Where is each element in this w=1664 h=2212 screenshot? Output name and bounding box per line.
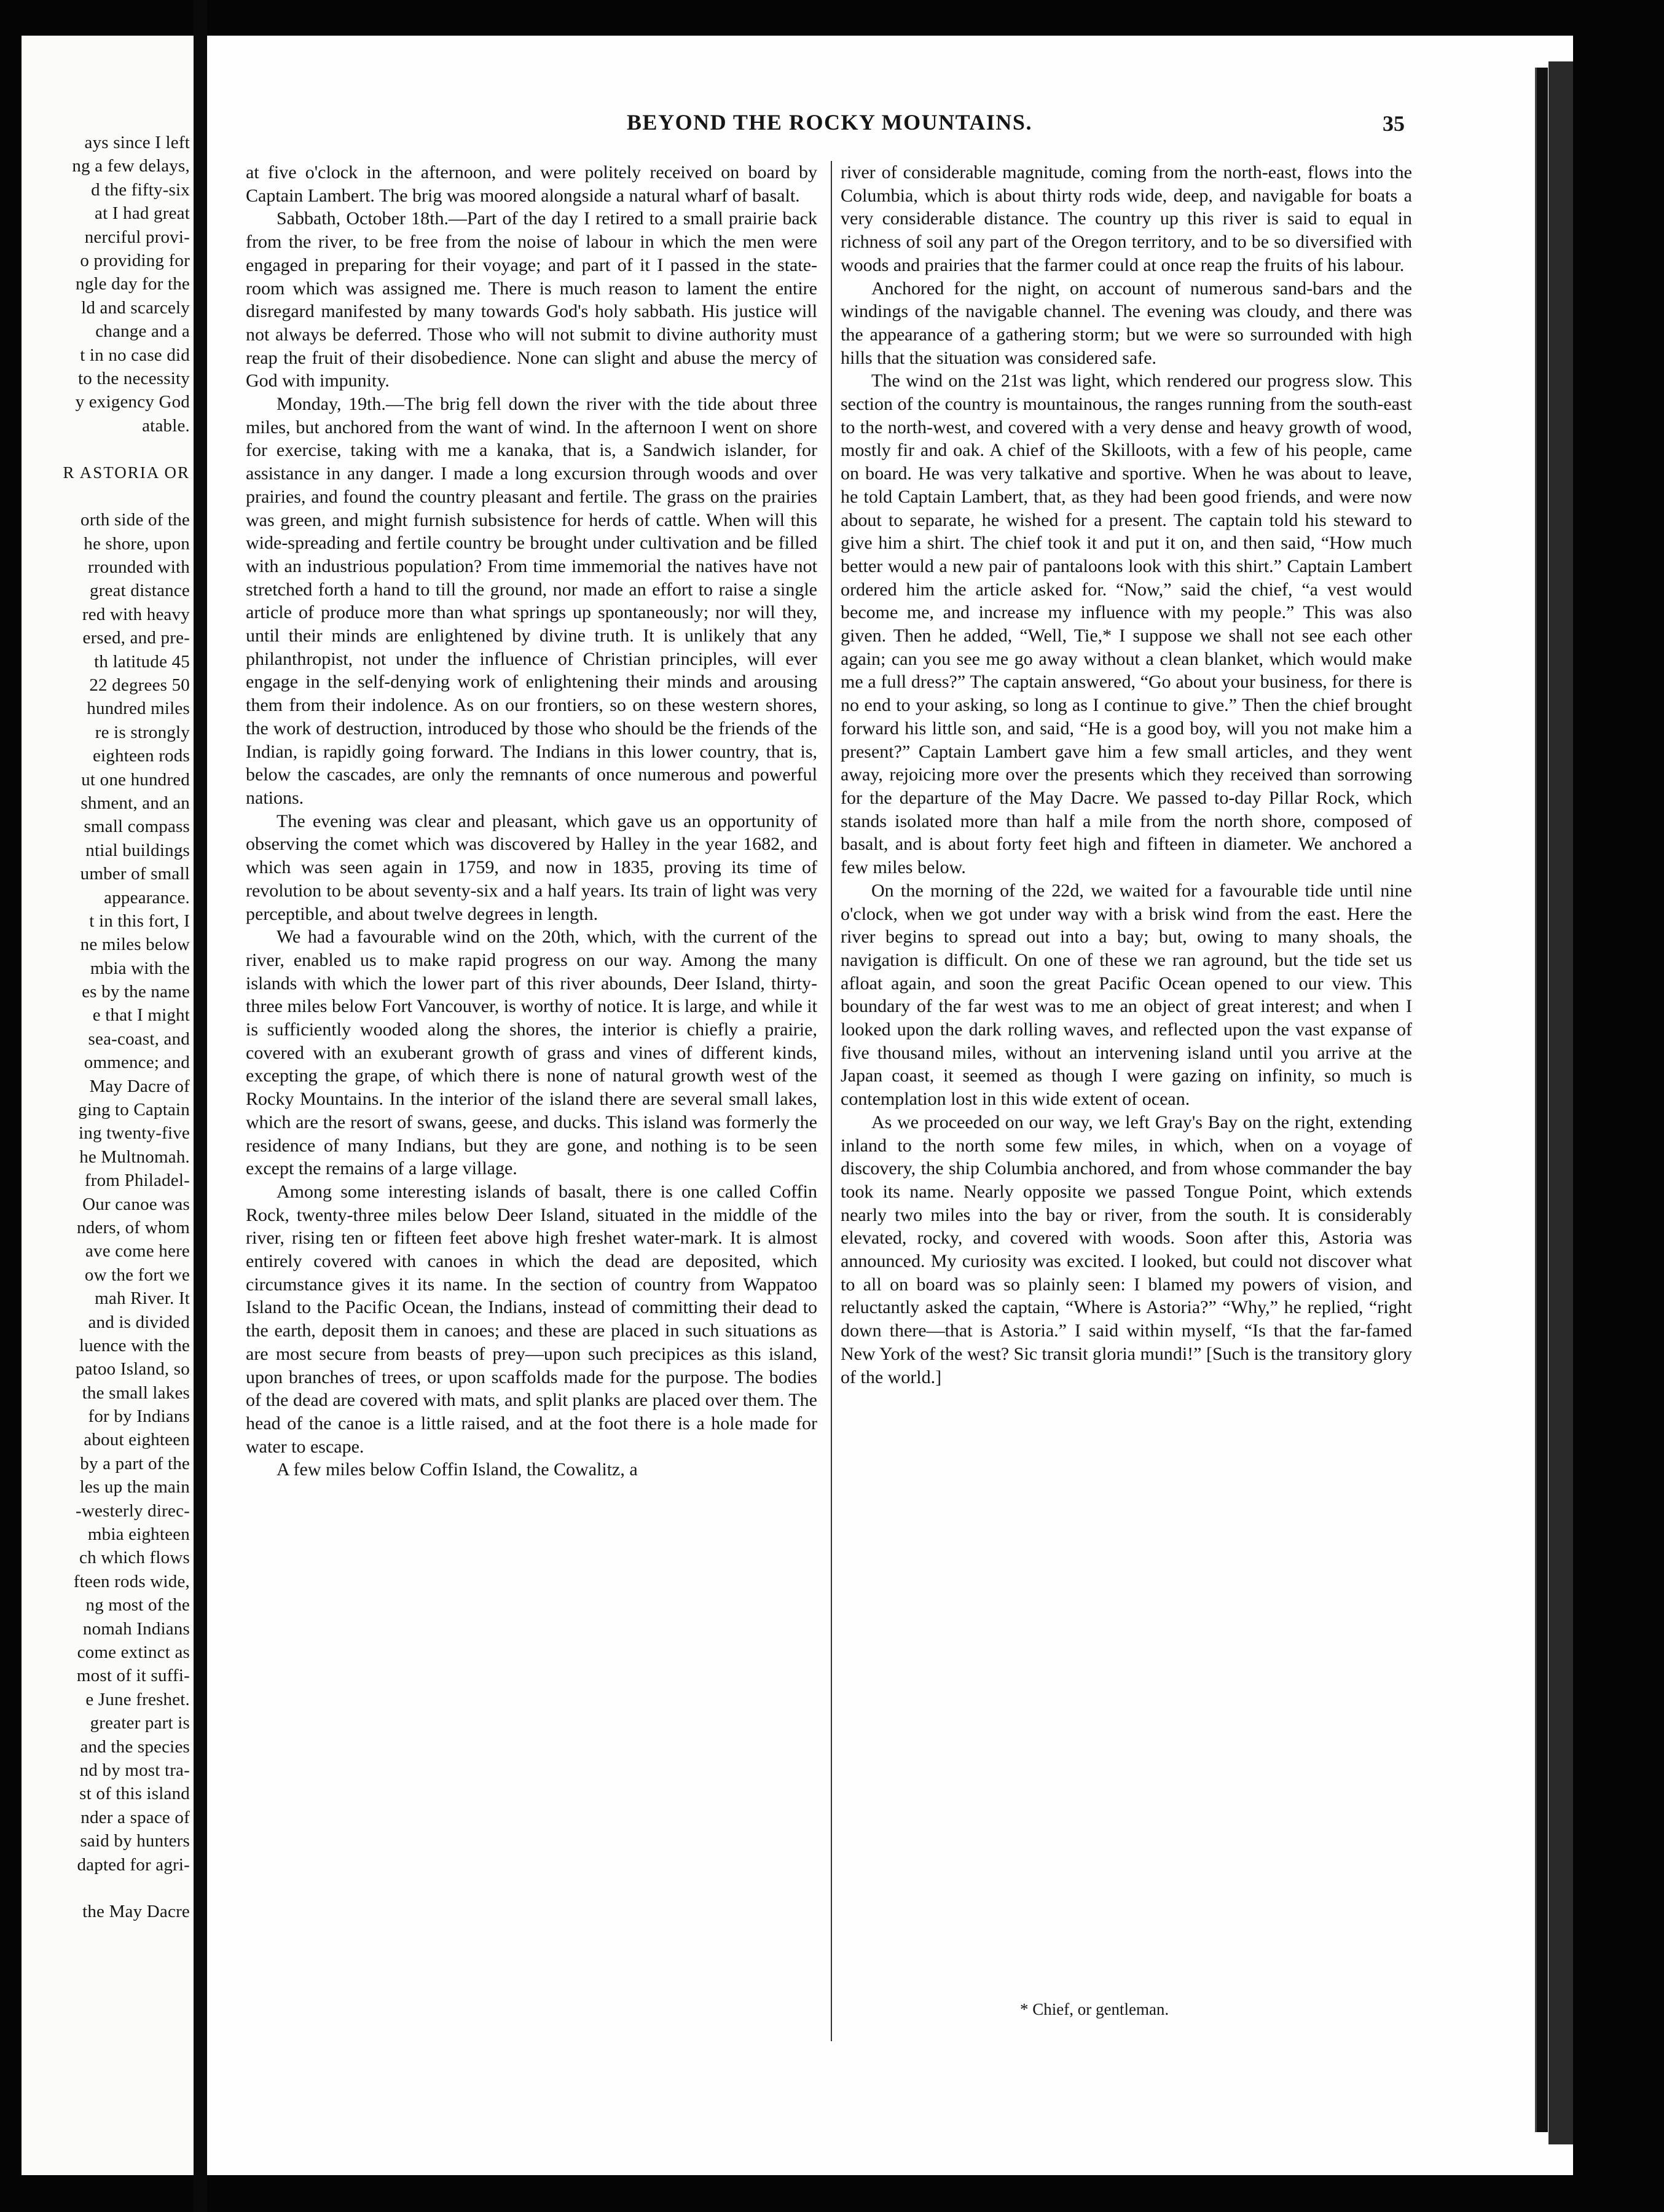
left-page-line: re is strongly [95, 722, 190, 742]
left-page-line: to the necessity [78, 368, 190, 388]
left-page-line: by a part of the [80, 1453, 190, 1473]
left-page-line: ow the fort we [84, 1265, 190, 1285]
left-page-line: said by hunters [80, 1831, 190, 1851]
left-page-line: most of it suffi- [76, 1666, 190, 1686]
left-page-line: hundred miles [87, 699, 190, 719]
left-page-line: and the species [80, 1736, 190, 1757]
left-page-line: es by the name [82, 982, 190, 1002]
paragraph: Sabbath, October 18th.—Part of the day I retired to a small prairie back from the river, to be free from the noise of labour in which the men were engaged in preparing for their voyage; and part of it I passed in the state-room which was assigned me. There is much reason to lament the entire disregard manifested by many towards God's holy sabbath. His justice will not always be deferred. Those who will not submit to divine authority must reap the fruit of their disobedience. None can slight and abuse the mercy of God with impunity. [246, 208, 817, 391]
left-page-line: ging to Captain [78, 1100, 190, 1120]
left-page-line: ne miles below [80, 935, 190, 955]
left-page-line: ommence; and [84, 1053, 190, 1073]
page-edge-shadow [1548, 61, 1573, 2144]
left-page-line: small compass [84, 817, 190, 837]
left-page-line: e June freshet. [85, 1689, 190, 1709]
left-page-line: ld and scarcely [81, 297, 190, 318]
left-page-line: appearance. [104, 887, 190, 908]
left-page-line: great distance [89, 581, 190, 601]
left-page-line: fteen rods wide, [73, 1571, 190, 1591]
page-number: 35 [1383, 111, 1405, 136]
left-page-line: t in no case did [80, 345, 190, 365]
left-page-heading: R ASTORIA OR [63, 463, 190, 482]
left-page-line: les up the main [79, 1477, 190, 1497]
left-page-line: shment, and an [80, 793, 190, 813]
scan-background-right [1573, 0, 1664, 2212]
left-page-line: luence with the [79, 1335, 190, 1355]
left-page-spacer [22, 1877, 190, 1900]
left-page-line: nomah Indians [82, 1618, 190, 1639]
paragraph: As we proceeded on our way, we left Gray's Bay on the right, extending inland to the north some few miles, in which, when on a voyage of discovery, the ship Columbia anchored, and from whose commander the bay took its name. Nearly opposite we passed Tongue Point, which extends nearly two miles into the bay or river, from the south. It is considerably elevated, rocky, and covered with woods. Soon after this, Astoria was announced. My curiosity was excited. I looked, but could not discover what to all on board was so plainly seen: I blamed my powers of vision, and reluctantly asked the captain, “Where is Astoria?” “Why,” he replied, “right down there—that is Astoria.” I said within myself, “Is that the far-famed New York of the west? Sic transit gloria mundi!” [Such is the transitory glory of the world.] [841, 1112, 1412, 1387]
left-page-line: y exigency God [75, 392, 190, 412]
left-page-line: he shore, upon [84, 533, 190, 554]
left-page-line: t in this fort, I [89, 911, 190, 931]
left-page-line: mbia eighteen [87, 1524, 190, 1545]
book-gutter [194, 0, 207, 2212]
left-page-text [22, 131, 190, 1924]
running-title: BEYOND THE ROCKY MOUNTAINS. [627, 110, 1032, 135]
paragraph: Monday, 19th.—The brig fell down the river with the tide about three miles, but anchored from the want of wind. In the afternoon I went on shore for exercise, taking with me a kanaka, that is, a Sandwich islander, for assistance in any danger. I made a long excursion through woods and over prairies, and found the country pleasant and fertile. The grass on the prairies was green, and might furnish subsistence for herds of cattle. When will this wide-spreading and fertile country be brought under cultivation and be filled with an industrious population? From time immemorial the natives have not stretched forth a hand to till the ground, nor made an effort to raise a single article of produce more than what springs up spontaneously; nor will they, until their minds are enlightened by divine truth. It is unlikely that any philanthropist, not under the influence of Christian principles, will ever engage in the self-denying work of enlightening their minds and arousing them from their indolence. As on our frontiers, so on these western shores, the work of destruction, introduced by those who should be the friends of the Indian, is rapidly going forward. The Indians in this lower country, that is, below the cascades, are only the remnants of once numerous and powerful nations. [246, 394, 817, 808]
column-rule [831, 161, 832, 2041]
footnote: * Chief, or gentleman. [1020, 2000, 1169, 2018]
paragraph: A few miles below Coffin Island, the Cowalitz, a [277, 1459, 638, 1480]
left-page-line: the May Dacre [82, 1902, 190, 1922]
left-page-line: he Multnomah. [79, 1147, 190, 1167]
left-page-line: o providing for [80, 250, 190, 270]
paragraph: On the morning of the 22d, we waited for a favourable tide until nine o'clock, when we got under way with a brisk wind from the east. Here the river begins to spread out into a bay; but, owing to many shoals, the navigation is difficult. On one of these we ran aground, but the tide set us afloat again, and soon the great Pacific Ocean opened to our view. This boundary of the far west was to me an object of great interest; and when I looked upon the dark rolling waves, and reflected upon the vast expanse of five thousand miles, without an intervening island until you arrive at the Japan coast, it seemed as though I were gazing on infinity, so much is contemplation lost in this wide extent of ocean. [841, 880, 1412, 1110]
left-page-line: atable. [142, 415, 190, 436]
left-page-line: at I had great [95, 203, 190, 224]
left-page-line: change and a [95, 321, 190, 342]
left-page-line: ngle day for the [76, 274, 190, 294]
left-page-line: the small lakes [82, 1382, 190, 1403]
left-page-line: -westerly direc- [76, 1500, 190, 1521]
paragraph: The wind on the 21st was light, which rendered our progress slow. This section of the country is mountainous, the ranges running from the south-east to the north-west, and covered with a very dense and heavy growth of wood, mostly fir and oak. A chief of the Skilloots, with a few of his people, came on board. He was very talkative and sportive. When he was about to leave, he told Captain Lambert, that, as they had been good friends, and were now about to separate, he wished for a present. The captain told his steward to give him a shirt. The chief took it and put it on, and then said, “How much better would a new pair of pantaloons look with this shirt.” Captain Lambert ordered him the article asked for. “Now,” said the chief, “a vest would become me, and increase my influence with my people.” This was also given. Then he added, “Well, Tie,* I suppose we shall not see each other again; can you see me go away without a clean blanket, which would make me a full dress?” The captain answered, “Go about your business, for there is no end to your asking, so long as I continue to give.” Then the chief brought forward his little son, and said, “He is a good boy, will you not make him a present?” Captain Lambert gave him a few small articles, and they went away, rejoicing more over the presents which they received than sorrowing for the departure of the May Dacre. We passed to-day Pillar Rock, which stands isolated more than half a mile from the north shore, composed of basalt, and is about forty feet high and fifteen in diameter. We anchored a few miles below. [841, 371, 1412, 878]
left-page-line: nd by most tra- [79, 1760, 190, 1780]
paragraph: at five o'clock in the afternoon, and were politely received on board by Captain Lambert. The brig was moored alongside a natural wharf of basalt. [246, 162, 817, 206]
left-page-line: Our canoe was [82, 1194, 190, 1214]
left-page-line: for by Indians [88, 1406, 190, 1427]
scan-background-bottom [0, 2175, 1664, 2212]
paragraph: river of considerable magnitude, coming from the north-east, flows into the Columbia, which is about thirty rods wide, deep, and navigable for boats a very considerable distance. The country up this river is said to equal in richness of soil any part of the Oregon territory, and to be so diversified with woods and prairies that the farmer could at once reap the fruits of his labour. [841, 162, 1412, 275]
left-page-line: ing twenty-five [79, 1123, 190, 1143]
left-page-line: ave come here [85, 1241, 190, 1261]
left-page-line: umber of small [80, 864, 190, 884]
left-page-line: ut one hundred [81, 769, 190, 790]
left-page-line: 22 degrees 50 [89, 675, 190, 695]
left-page-line: ntial buildings [85, 840, 190, 860]
left-page-line: ng most of the [85, 1595, 190, 1615]
left-page-line: and is divided [88, 1312, 190, 1332]
left-page-line: ersed, and pre- [82, 628, 190, 648]
left-page-line: dapted for agri- [77, 1854, 190, 1875]
left-page-line: nder a space of [80, 1807, 190, 1827]
left-page-line: ng a few delays, [72, 156, 190, 176]
paragraph: The evening was clear and pleasant, which gave us an opportunity of observing the comet which was discovered by Halley in the year 1682, and which was seen again in 1759, and now in 1835, proving its time of revolution to be about seventy-six and a half years. Its train of light was very perceptible, and about twelve degrees in length. [246, 810, 817, 924]
left-page-line: rrounded with [87, 557, 190, 578]
left-page-line: st of this island [79, 1784, 190, 1804]
text-column-right [841, 161, 1412, 1389]
paragraph: We had a favourable wind on the 20th, which, with the current of the river, enabled us to make rapid progress on our way. Among the many islands with which the lower part of this river abounds, Deer Island, thirty-three miles below Fort Vancouver, is worthy of notice. It is large, and while it is sufficiently wooded along the shores, the interior is chiefly a prairie, covered with an exuberant growth of grass and vines of different kinds, excepting the grape, of which there is none of natural growth west of the Rocky Mountains. In the interior of the island there are several small lakes, which are the resort of swans, geese, and ducks. This island was formerly the residence of many Indians, but they are gone, and nothing is to be seen except the remains of a large village. [246, 927, 817, 1179]
left-page-line: sea-coast, and [88, 1029, 190, 1049]
left-page-spacer [22, 437, 190, 461]
text-column-left [246, 161, 817, 1481]
scan-background-left [0, 0, 22, 2212]
left-page-line: come extinct as [77, 1642, 190, 1662]
left-page-line: patoo Island, so [75, 1359, 190, 1379]
left-facing-page [22, 36, 194, 2175]
left-page-line: mah River. It [95, 1288, 190, 1309]
left-page-line: mbia with the [90, 958, 190, 978]
left-page-line: d the fifty-six [91, 179, 190, 200]
left-page-spacer [22, 485, 190, 508]
left-page-line: eighteen rods [92, 746, 190, 766]
left-page-line: red with heavy [82, 604, 190, 624]
left-page-line: about eighteen [84, 1430, 190, 1450]
left-page-line: greater part is [90, 1713, 190, 1733]
left-page-line: ch which flows [79, 1548, 190, 1568]
left-page-line: ays since I left [84, 133, 190, 152]
page-edge [1535, 68, 1548, 2132]
left-page-line: nerciful provi- [84, 227, 190, 247]
paragraph: Among some interesting islands of basalt, there is one called Coffin Rock, twenty-three miles below Deer Island, situated in the middle of the river, rising ten or fifteen feet above high freshet water-mark. It is almost entirely covered with canoes in which the dead are deposited, which circumstance gives it its name. In the section of country from Wappatoo Island to the Pacific Ocean, the Indians, instead of committing their dead to the earth, deposit them in canoes; and these are placed in such situations as are most secure from beasts of prey—upon such precipices as this island, upon branches of trees, or upon scaffolds made for the purpose. The bodies of the dead are covered with mats, and split planks are placed over them. The head of the canoe is a little raised, and at the foot there is a hole made for water to escape. [246, 1181, 817, 1457]
left-page-line: May Dacre of [89, 1076, 190, 1096]
left-page-line: orth side of the [80, 510, 190, 530]
left-page-line: e that I might [92, 1005, 190, 1026]
left-page-line: from Philadel- [84, 1171, 190, 1191]
paragraph: Anchored for the night, on account of numerous sand-bars and the windings of the navigable channel. The evening was cloudy, and there was the appearance of a gathering storm; but we were so surrounded with high hills that the situation was considered safe. [841, 278, 1412, 368]
left-page-line: nders, of whom [76, 1217, 190, 1237]
left-page-line: th latitude 45 [94, 651, 190, 672]
